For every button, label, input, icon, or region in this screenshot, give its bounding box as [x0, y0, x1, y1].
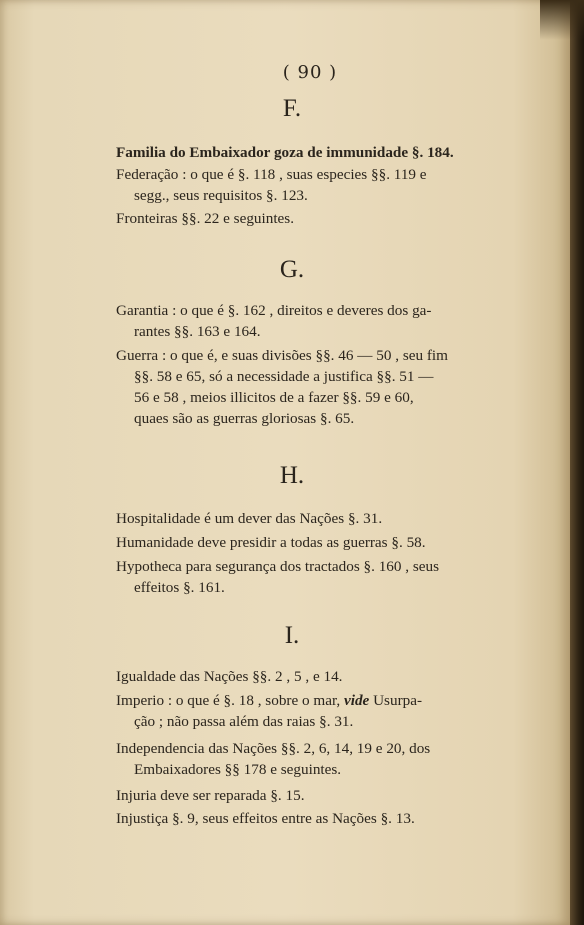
entry-line: 56 e 58 , meios illicitos de a fazer §§. 59 e 60, [134, 389, 414, 406]
index-entry-imperio [116, 690, 514, 732]
entry-line: Embaixadores §§ 178 e seguintes. [134, 761, 342, 778]
entry-line: Familia do Embaixador goza de immunidade §. 184. [116, 144, 454, 161]
page-number: ( 90 ) [282, 62, 338, 83]
entry-line: rantes §§. 163 e 164. [134, 323, 261, 340]
entry-line: Imperio : o que é §. 18 , sobre o mar, vide Usurpa- [116, 692, 423, 709]
page-corner-shadow [540, 0, 584, 40]
index-entry-hypotheca [116, 556, 514, 598]
entry-line: quaes são as guerras gloriosas §. 65. [134, 410, 355, 427]
index-entry-injuria [116, 785, 514, 806]
index-entry-independencia [116, 738, 514, 780]
entry-line: segg., seus requisitos §. 123. [134, 187, 308, 204]
entry-line: ção ; não passa além das raias §. 31. [134, 713, 354, 730]
entry-line: Federação : o que é §. 118 , suas especies §§. 119 e [116, 166, 427, 183]
entry-line: Garantia : o que é §. 162 , direitos e deveres dos ga- [116, 302, 432, 319]
entry-line: Injuria deve ser reparada §. 15. [116, 787, 305, 804]
index-entry-igualdade [116, 666, 514, 687]
entry-line: Hypotheca para segurança dos tractados §. 160 , seus [116, 558, 440, 575]
index-entry-federacao [116, 164, 514, 206]
index-entry-injustica [116, 808, 514, 829]
entry-line: Hospitalidade é um dever das Nações §. 31. [116, 510, 383, 527]
section-letter-g: G. [279, 256, 305, 283]
index-entry-humanidade [116, 532, 514, 553]
index-entry-guerra [116, 345, 514, 429]
entry-line: effeitos §. 161. [134, 579, 225, 596]
entry-line: Igualdade das Nações §§. 2 , 5 , e 14. [116, 668, 343, 685]
section-letter-i: I. [284, 622, 300, 649]
entry-line: Independencia das Nações §§. 2, 6, 14, 19 e 20, dos [116, 740, 431, 757]
index-entry-familia [116, 142, 514, 163]
entry-line: Fronteiras §§. 22 e seguintes. [116, 210, 295, 227]
emphasis-vide: vide [344, 692, 370, 709]
entry-line: Injustiça §. 9, seus effeitos entre as Nações §. 13. [116, 810, 415, 827]
section-letter-h: H. [279, 462, 305, 489]
index-entry-hospitalidade [116, 508, 514, 529]
index-entry-garantia [116, 300, 514, 342]
index-entry-fronteiras [116, 208, 514, 229]
entry-line: Guerra : o que é, e suas divisões §§. 46 — 50 , seu fim [116, 347, 448, 364]
section-letter-f: F. [282, 95, 302, 122]
entry-line: Humanidade deve presidir a todas as guerras §. 58. [116, 534, 426, 551]
entry-line: §§. 58 e 65, só a necessidade a justifica §§. 51 — [134, 368, 434, 385]
